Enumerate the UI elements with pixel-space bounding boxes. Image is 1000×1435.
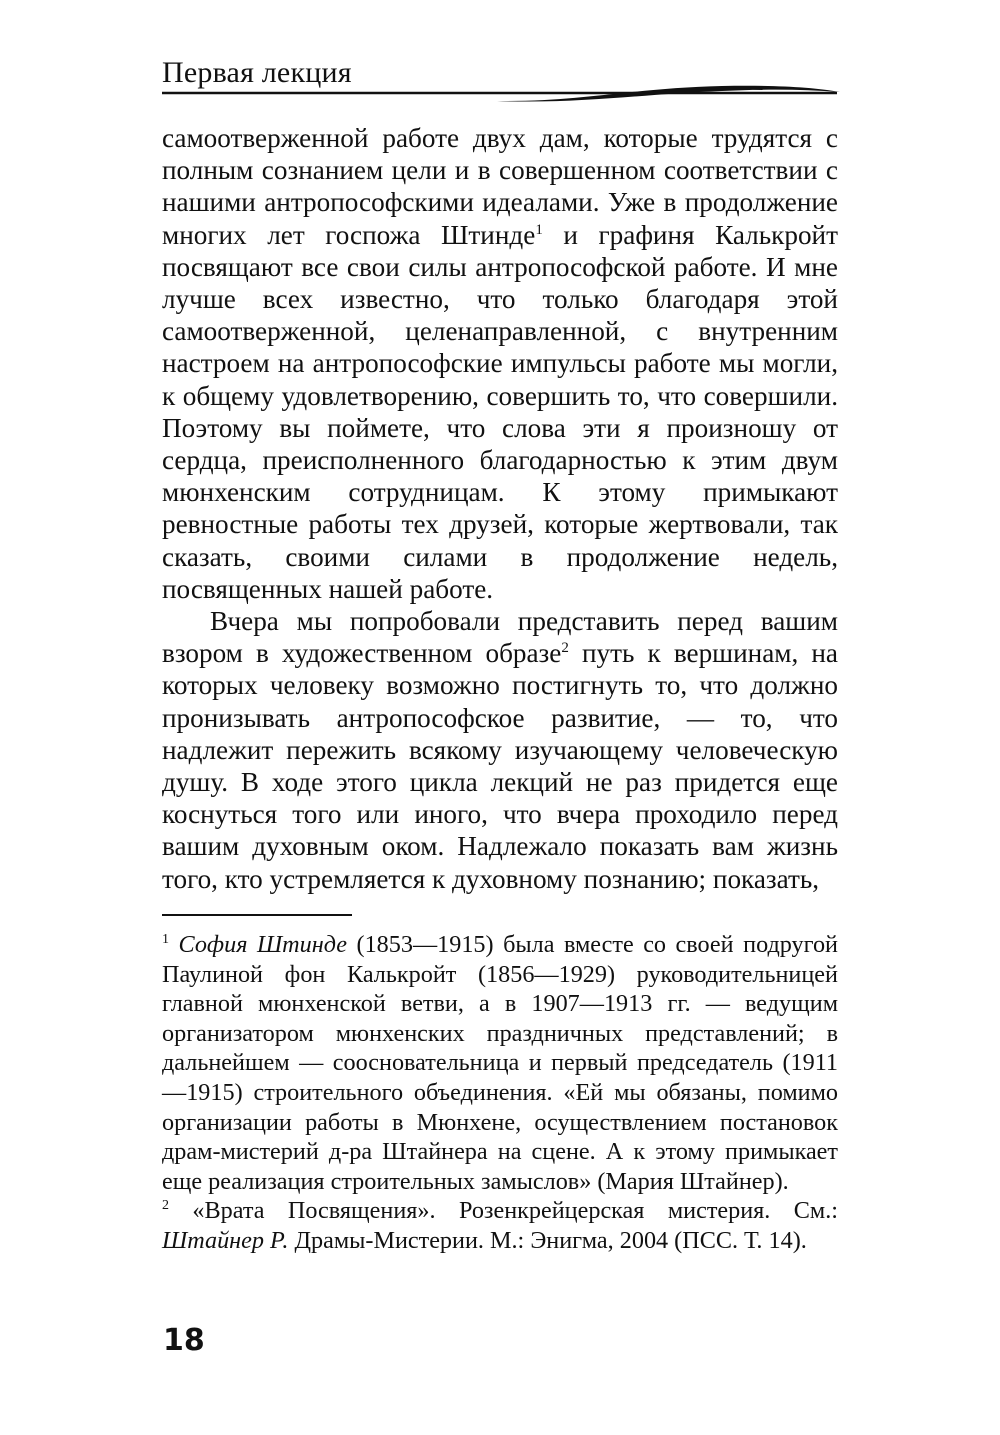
main-text [162,122,838,895]
footnote-reference[interactable]: 1 [535,221,543,238]
footnote-text: (1853—1915) была вместе со своей подругой Паулиной фон Калькройт (1856—1929) руководительницей главной мюнхенской ветви, а в 1907—1913 гг. — ведущим организатором мюнхенских праздничных представлений; в дальнейшем — соосновательница и первый председатель (1911—1915) строительного объединения. «Ей мы обязаны, помимо организации работы в Мюнхене, осуществлением постановок драм-мистерий д-ра Штайнера на сцене. А к этому примыкает еще реализация строительных замыслов» (Мария Штайнер). [162,931,838,1195]
page-number: 18 [163,1323,205,1358]
footnote-mark: 2 [162,1198,169,1214]
header-flourish-rule [162,80,842,110]
footnote [162,1196,838,1255]
paragraph-text: самоотверженной работе двух дам, которые трудятся с полным сознанием цели и в совершенном соответствии с нашими антропософскими идеалами. Уже в продолжение многих лет госпожа Штинде [162,123,838,250]
footnote-reference[interactable]: 2 [561,640,569,657]
footnote-separator [162,914,352,916]
footnote-italic-author: Штайнер Р. [162,1226,289,1254]
footnotes [162,930,838,1256]
footnote-mark: 1 [162,931,169,947]
footnote-text: «Врата Посвящения». Розенкрейцерская мистерия. См.: [169,1197,838,1225]
footnote-text: Драмы-Мистерии. М.: Энигма, 2004 (ПСС. Т. 14). [288,1226,807,1254]
footnote [162,930,838,1196]
footnote-italic-name: София Штинде [178,931,348,958]
running-head-title: Первая лекция [162,56,352,89]
paragraph [162,122,838,605]
paragraph-text: и графиня Калькройт посвящают все свои силы антропософской работе. И мне лучше всех известно, что только благодаря этой самоотверженной, целенаправленной, с внутренним настроем на антропософские импульсы работе мы могли, к общему удовлетворению, совершить то, что совершили. Поэтому вы поймете, что слова эти я произношу от сердца, преисполненного благодарностью к этим двум мюнхенским сотрудницам. К этому примыкают ревностные работы тех друзей, которые жертвовали, так сказать, своими силами в продолжение недель, посвященных нашей работе. [162,219,838,604]
paragraph [162,605,838,895]
paragraph-text: путь к вершинам, на которых человеку возможно постигнуть то, что должно пронизывать антропософское развитие, — то, что надлежит пережить всякому изучающему человеческую душу. В ходе этого цикла лекций не раз придется еще коснуться того или иного, что вчера проходило перед вашим духовным оком. Надлежало показать вам жизнь того, кто устремляется к духовному познанию; показать, [162,638,838,894]
paragraph-text: Вчера мы попробовали представить перед вашим взором в художественном образе [162,606,838,669]
